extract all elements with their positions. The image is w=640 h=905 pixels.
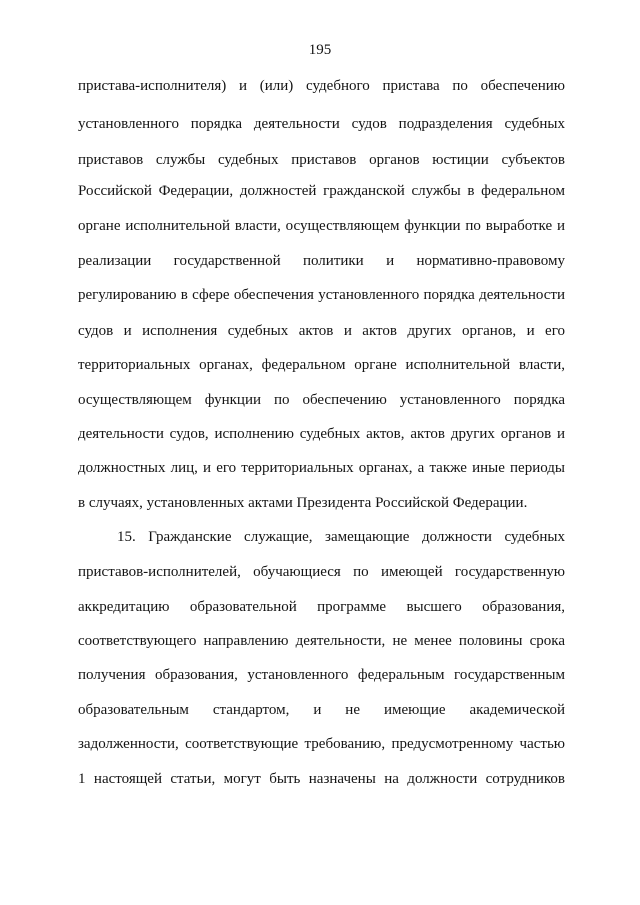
text-line: Российской Федерации, должностей гражданской службы в федеральном xyxy=(78,183,565,199)
text-line: территориальных органах, федеральном органе исполнительной власти, xyxy=(78,357,565,373)
text-line: установленного порядка деятельности судов подразделения судебных xyxy=(78,116,565,132)
text-line: деятельности судов, исполнению судебных актов, актов других органов и xyxy=(78,426,565,442)
text-line: задолженности, соответствующие требованию, предусмотренному частью xyxy=(78,736,565,752)
text-line: в случаях, установленных актами Президента Российской Федерации. xyxy=(78,495,528,511)
text-line: соответствующего направлению деятельности, не менее половины срока xyxy=(78,633,565,649)
text-line: образовательным стандартом, и не имеющие академической xyxy=(78,702,565,718)
page-number: 195 xyxy=(308,42,332,58)
text-line: реализации государственной политики и нормативно-правовому xyxy=(78,253,565,269)
text-line: органе исполнительной власти, осуществляющем функции по выработке и xyxy=(78,218,565,234)
text-line: судов и исполнения судебных актов и актов других органов, и его xyxy=(78,323,565,339)
text-line: аккредитацию образовательной программе высшего образования, xyxy=(78,599,565,615)
text-line: 15. Гражданские служащие, замещающие должности судебных xyxy=(117,529,565,545)
text-line: приставов службы судебных приставов органов юстиции субъектов xyxy=(78,152,565,168)
text-line: получения образования, установленного федеральным государственным xyxy=(78,667,565,683)
text-line: должностных лиц, и его территориальных органах, а также иные периоды xyxy=(78,460,565,476)
text-line: приставов-исполнителей, обучающиеся по имеющей государственную xyxy=(78,564,565,580)
text-line: регулированию в сфере обеспечения установленного порядка деятельности xyxy=(78,287,565,303)
text-line: 1 настоящей статьи, могут быть назначены на должности сотрудников xyxy=(78,771,565,787)
text-line: осуществляющем функции по обеспечению установленного порядка xyxy=(78,392,565,408)
text-line: пристава-исполнителя) и (или) судебного пристава по обеспечению xyxy=(78,78,565,94)
